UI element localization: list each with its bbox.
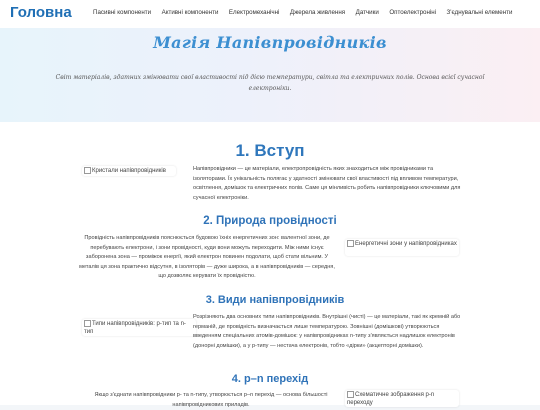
menu-item-connectors[interactable]: З'єднувальні елементи: [446, 9, 513, 16]
broken-image-energy-bands: [345, 239, 459, 256]
section-text-intro: Напівпровідники — це матеріали, електропровідність яких знаходиться між провідниками та ізоляторами. Їх унікальність полягає у здатності змінювати свої властивості під впливом температури, освітлення, домішок та електричних полів. Саме ця мінливість робить напівпровідники ключовими для сучасної електроніки.: [193, 166, 461, 201]
section-heading-intro: 1. Вступ: [235, 141, 305, 160]
broken-image-icon: [347, 391, 354, 398]
main-menu: [93, 9, 523, 16]
broken-image-icon: [347, 240, 354, 247]
hero-subtitle: Світ матеріалів, здатних змінювати свої властивості під дією температури, світла та електричних полів. Основа всієї сучасної електроніки.: [55, 74, 485, 92]
section-text-types: Розрізняють два основних типи напівпровідників. Внутрішні (чисті) — це матеріали, такі як кремній або германій, де провідність визначається лише температурою. Зовнішні (домішкові) утворюються введенням спеціальних атомів-домішок: у напівпровідниках n-типу з'являється надлишок електронів (донорні домішки), а у p-типу — нестача електронів, тобто «дірки» (акцепторні домішки).: [193, 314, 461, 349]
broken-image-icon: [84, 320, 91, 327]
broken-image-types: [82, 319, 196, 336]
section-heading-types: 3. Види напівпровідників: [205, 294, 345, 306]
image-alt-text: Типи напівпровідників: p-тип та n-тип: [84, 321, 186, 336]
section-heading-pn: 4. p–n перехід: [231, 373, 309, 385]
section-text-nature: Провідність напівпровідників пояснюється будовою їхніх енергетичних зон: валентної зони, де перебувають електрони, і зони провідності, куди вони можуть переходити. Між ними існує заборонена зона — проміжок енергії, який електрон повинен подолати, щоб стати вільним. У металів ця зона практично відсутня, в ізоляторів — дуже широка, а в напівпровідників — середня, що дозволяє керувати їх провідністю.: [79, 235, 335, 279]
broken-image-crystals: [82, 166, 176, 176]
menu-item-electromechanical[interactable]: Електромеханічні: [228, 9, 280, 16]
menu-item-passive[interactable]: Пасивні компоненти: [93, 9, 152, 16]
hero-title: Магія Напівпровідників: [153, 33, 387, 52]
image-alt-text: Енергетичні зони у напівпровідниках: [355, 241, 457, 248]
menu-item-sensors[interactable]: Датчики: [355, 9, 379, 16]
menu-item-power-sources[interactable]: Джерела живлення: [289, 9, 346, 16]
menu-item-active[interactable]: Активні компоненти: [161, 9, 219, 16]
section-text-pn: Якщо з'єднати напівпровідники p- та n-типу, утворюється p–n перехід — основа більшості напівпровідникових приладів.: [94, 392, 328, 408]
image-alt-text: Схематичне зображення p-n переходу: [347, 392, 435, 407]
image-alt-text: Кристали напівпровідників: [92, 168, 166, 175]
menu-item-optoelectronics[interactable]: Оптоелектроніні: [389, 9, 437, 16]
broken-image-icon: [84, 167, 91, 174]
top-navbar: [0, 0, 540, 29]
home-link[interactable]: Головна: [10, 4, 72, 21]
broken-image-pn-junction: [345, 390, 459, 407]
section-heading-nature: 2. Природа провідності: [203, 215, 337, 227]
